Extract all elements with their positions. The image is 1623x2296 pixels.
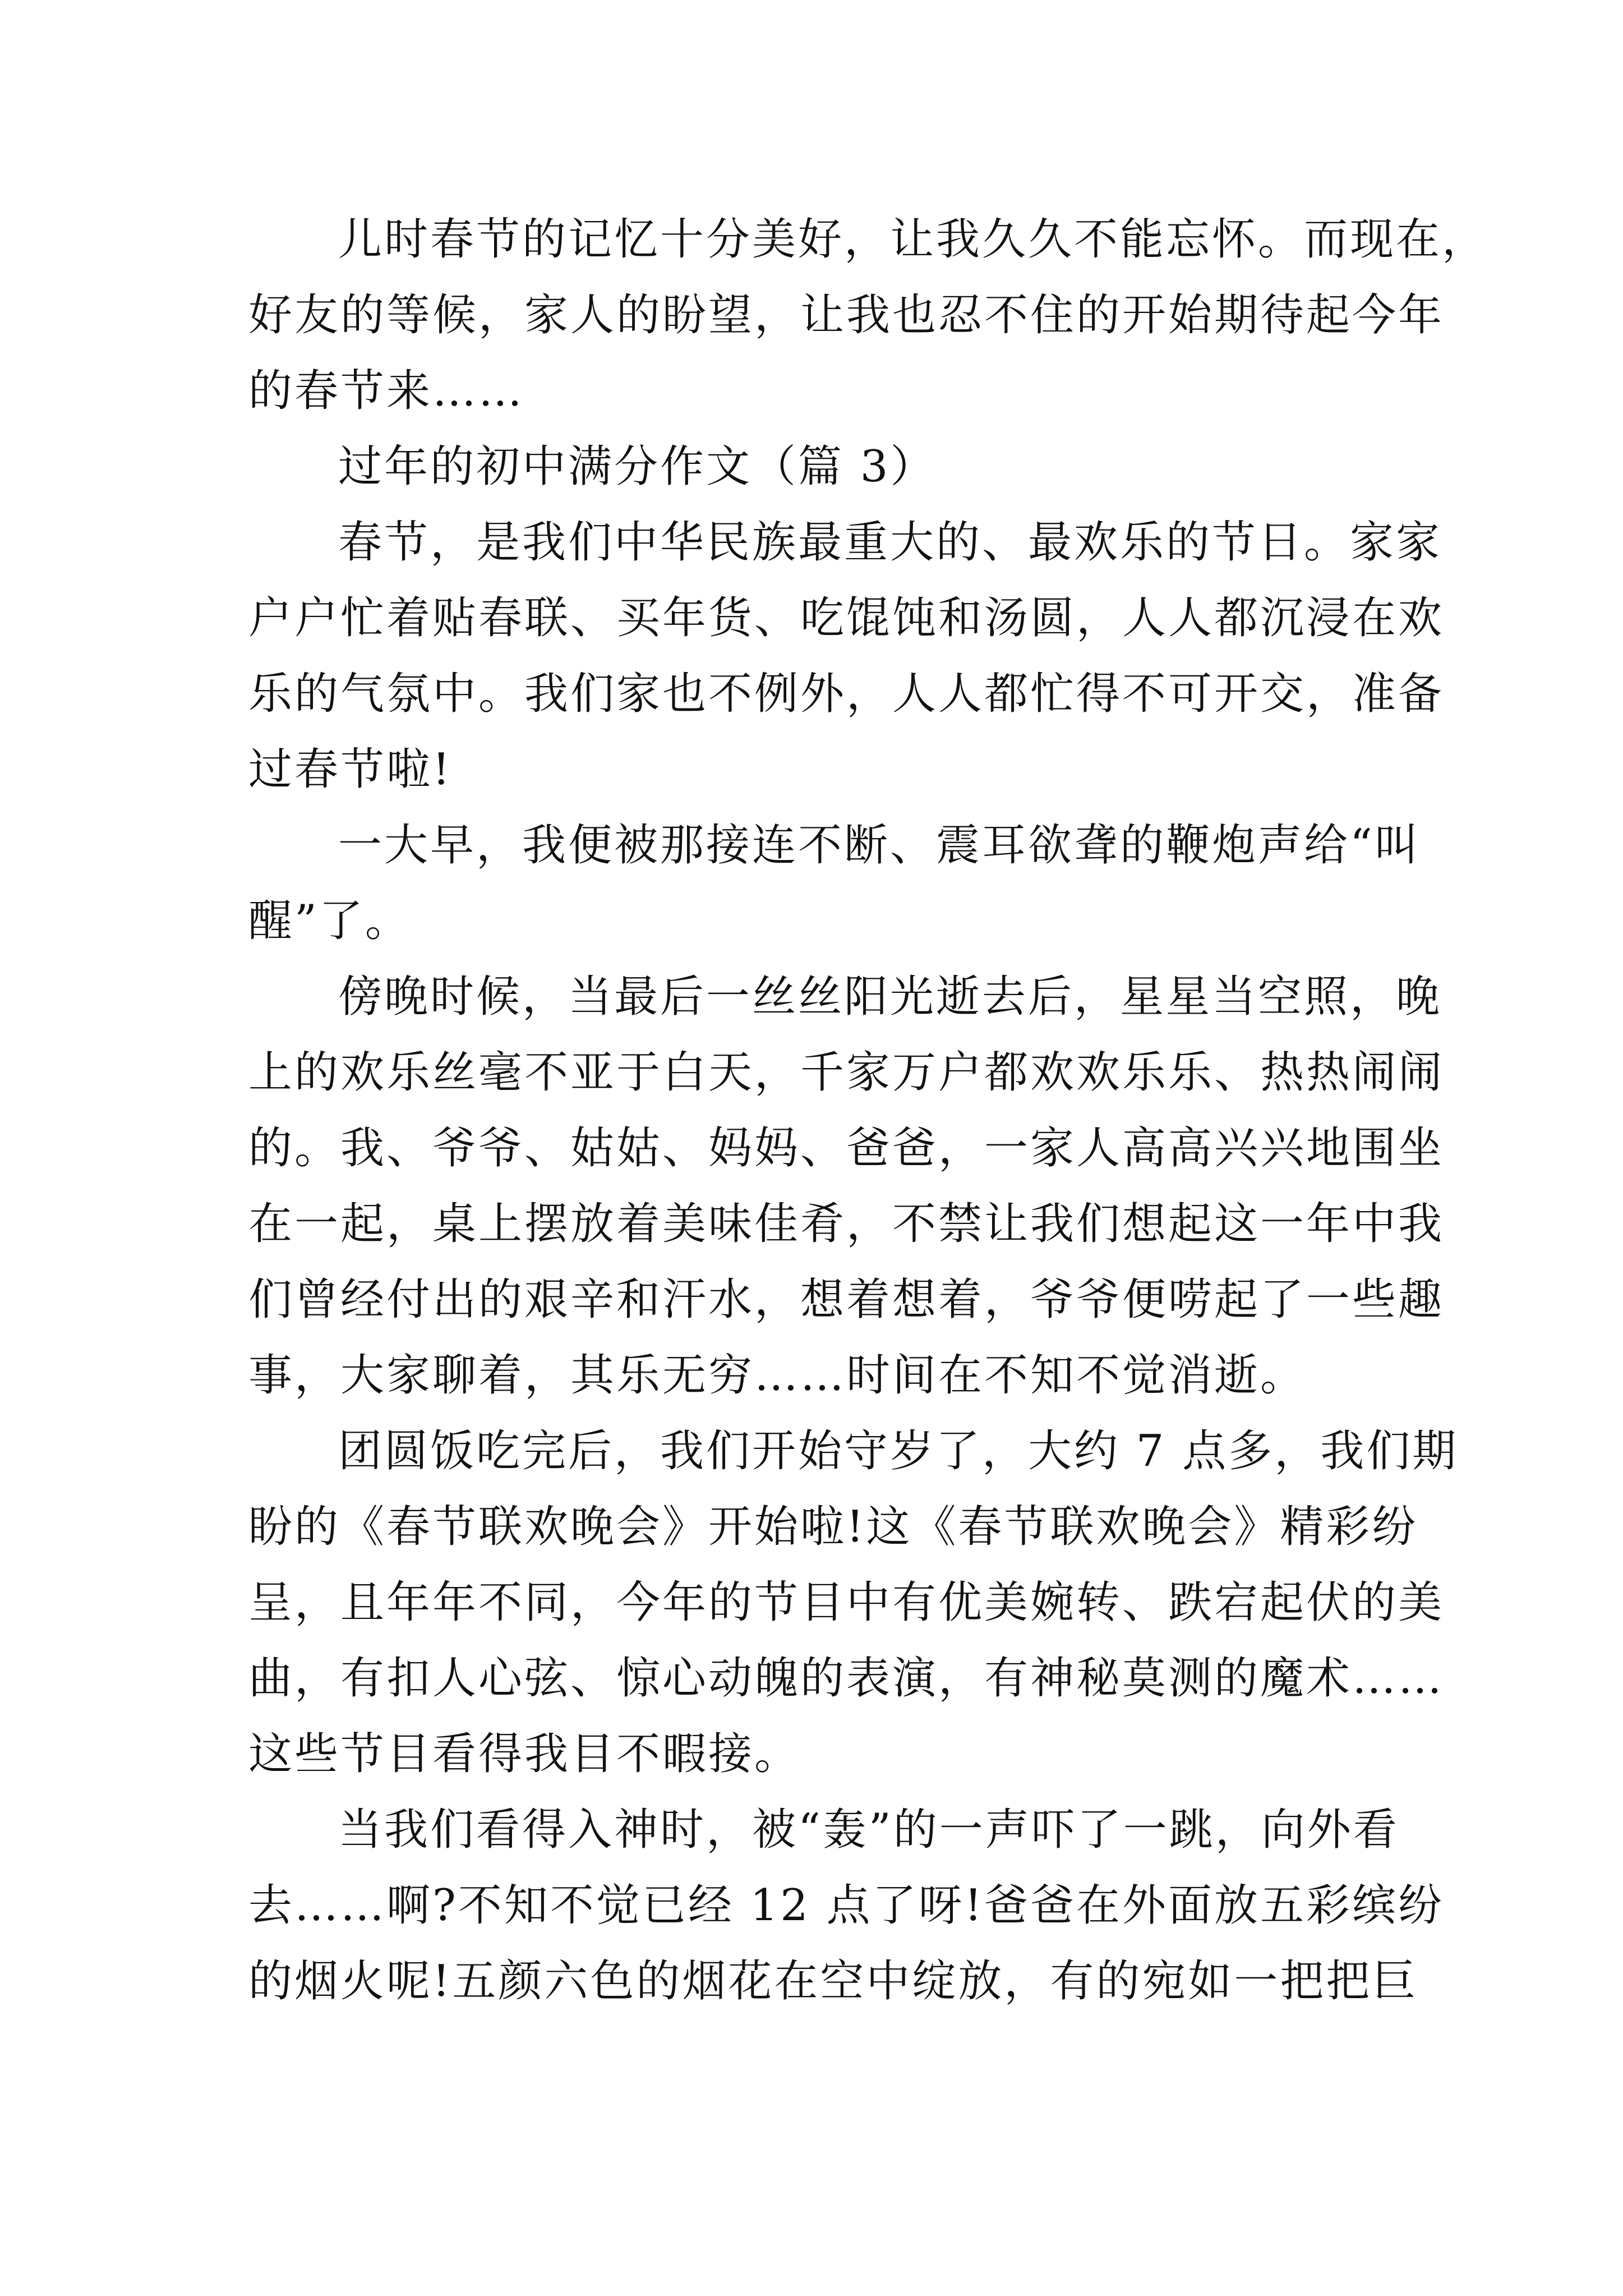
text-line: 春节，是我们中华民族最重大的、最欢乐的节日。家家: [338, 517, 1442, 568]
text-line: 乐的气氛中。我们家也不例外，人人都忙得不可开交，准备: [248, 669, 1445, 719]
text-line: 户户忙着贴春联、买年货、吃馄饨和汤圆，人人都沉浸在欢: [248, 593, 1445, 643]
text-line: 上的欢乐丝毫不亚于白天，千家万户都欢欢乐乐、热热闹闹: [248, 1047, 1445, 1098]
text-line: 醒”了。: [248, 896, 411, 946]
text-line: 在一起，桌上摆放着美味佳肴，不禁让我们想起这一年中我: [248, 1199, 1445, 1249]
text-line: 去……啊?不知不觉已经 12 点了呀!爸爸在外面放五彩缤纷: [248, 1880, 1445, 1931]
text-line: 呈，且年年不同，今年的节目中有优美婉转、跌宕起伏的美: [248, 1577, 1445, 1628]
text-line: 儿时春节的记忆十分美好，让我久久不能忘怀。而现在，: [338, 214, 1488, 265]
text-line: 盼的《春节联欢晚会》开始啦!这《春节联欢晚会》精彩纷: [248, 1502, 1418, 1552]
text-line: 一大早，我便被那接连不断、震耳欲聋的鞭炮声给“叫: [338, 820, 1421, 871]
text-line: 傍晚时候，当最后一丝丝阳光逝去后，星星当空照，晚: [338, 972, 1442, 1022]
text-line: 团圆饭吃完后，我们开始守岁了，大约 7 点多，我们期: [338, 1426, 1459, 1476]
essay-text: [248, 202, 1488, 2019]
section-heading: 过年的初中满分作文（篇 3）: [338, 441, 937, 492]
text-line: 的烟火呢!五颜六色的烟花在空中绽放，有的宛如一把把巨: [248, 1956, 1418, 2007]
text-line: 的春节来……: [248, 366, 525, 416]
text-line: 好友的等候，家人的盼望，让我也忍不住的开始期待起今年: [248, 290, 1445, 341]
text-line: 曲，有扣人心弦、惊心动魄的表演，有神秘莫测的魔术……: [248, 1653, 1445, 1704]
text-line: 过春节啦!: [248, 744, 453, 795]
text-line: 事，大家聊着，其乐无穷……时间在不知不觉消逝。: [248, 1350, 1307, 1401]
text-line: 当我们看得入神时，被“轰”的一声吓了一跳，向外看: [338, 1805, 1399, 1855]
text-line: 们曾经付出的艰辛和汗水，想着想着，爷爷便唠起了一些趣: [248, 1274, 1445, 1325]
text-line: 这些节目看得我目不暇接。: [248, 1729, 801, 1779]
text-line: 的。我、爷爷、姑姑、妈妈、爸爸，一家人高高兴兴地围坐: [248, 1123, 1445, 1174]
